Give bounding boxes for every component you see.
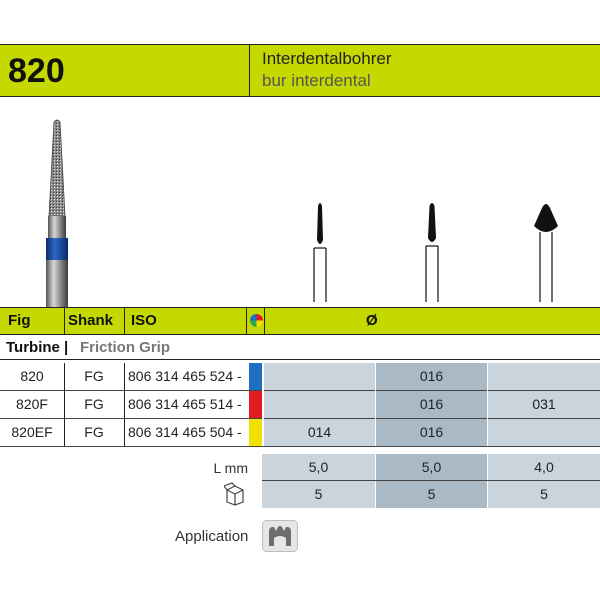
row-iso: 806 314 465 514 - [128,396,242,412]
bur-silhouette-014 [300,200,340,304]
pack-quantity: 5 [262,481,375,508]
column-separator [64,308,65,334]
column-separator [64,363,65,446]
size-cell [264,391,375,418]
row-color-marker [249,363,262,390]
row-shank: FG [84,424,104,440]
size-cell [264,363,375,390]
bur-photo [30,118,84,308]
header-bottom-rule [0,96,600,97]
row-color-marker [249,391,262,418]
pack-quantity: 5 [376,481,487,508]
column-shank: Shank [68,312,114,329]
bur-silhouette-016 [412,200,452,304]
product-number: 820 [8,52,65,90]
row-shank: FG [84,368,104,384]
product-title-english: bur interdental [262,71,371,90]
size-cell: 016 [376,419,487,446]
tooth-application-icon [262,520,298,552]
application-label: Application [175,528,249,545]
row-shank: FG [84,396,104,412]
column-separator [487,363,488,446]
header-divider [249,45,250,96]
column-separator [375,363,376,446]
row-divider [0,446,600,447]
column-separator [262,363,264,446]
length-value: 5,0 [262,454,375,480]
size-cell: 031 [488,391,600,418]
size-cell: 016 [376,363,487,390]
column-separator [264,308,265,334]
row-fig: 820 [20,368,44,384]
package-box-icon [224,482,246,506]
color-wheel-icon [250,314,263,327]
row-color-marker [249,419,262,446]
pack-quantity: 5 [488,481,600,508]
length-value: 4,0 [488,454,600,480]
column-fig: Fig [8,312,31,329]
column-separator [124,308,125,334]
section-label-friction-grip: Friction Grip [80,339,170,356]
size-cell: 014 [264,419,375,446]
column-separator [246,308,247,334]
product-title-german: Interdentalbohrer [262,49,392,68]
size-cell: 016 [376,391,487,418]
row-fig: 820F [16,396,48,412]
column-iso: ISO [131,312,157,329]
length-value: 5,0 [376,454,487,480]
column-diameter: Ø [366,312,378,329]
size-cell [488,363,600,390]
row-iso: 806 314 465 524 - [128,368,242,384]
row-iso: 806 314 465 504 - [128,424,242,440]
row-fig: 820EF [11,424,53,440]
length-label: L mm [213,460,248,476]
column-separator [124,363,125,446]
section-label-turbine: Turbine | [6,339,69,356]
bur-silhouette-031 [526,200,566,304]
size-cell [488,419,600,446]
